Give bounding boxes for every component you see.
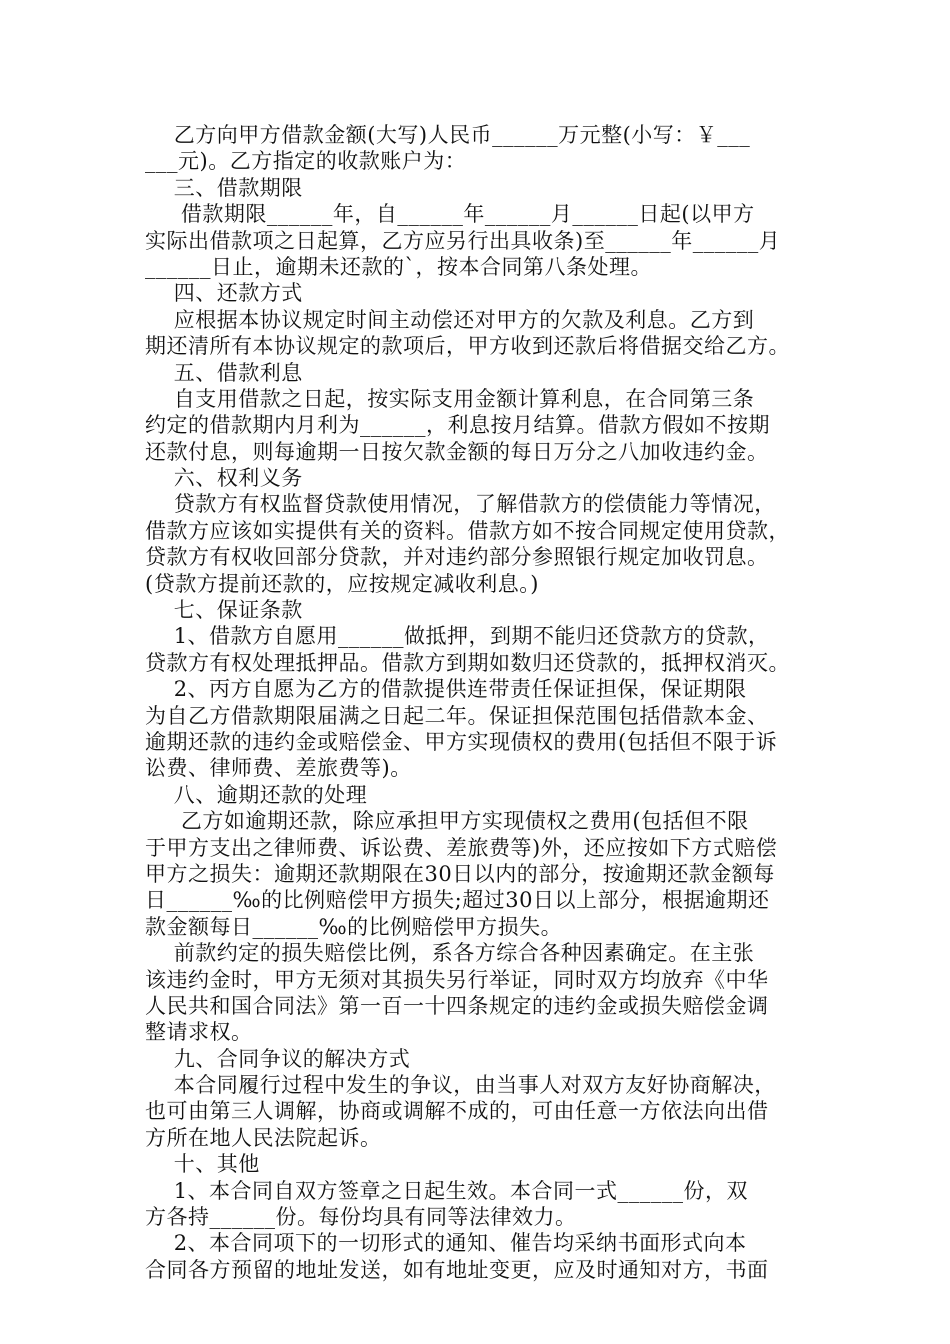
document-line: 五、借款利息 <box>145 360 303 385</box>
document-line: 逾期还款的违约金或赔偿金、甲方实现债权的费用(包括但不限于诉 <box>145 729 778 754</box>
document-line: 讼费、律师费、差旅费等)。 <box>145 756 412 781</box>
document-line: 方所在地人民法院起诉。 <box>145 1125 382 1150</box>
document-line: (贷款方提前还款的，应按规定减收利息。) <box>145 571 539 596</box>
document-line: 乙方如逾期还款，除应承担甲方实现债权之费用(包括但不限 <box>145 809 749 834</box>
document-line: 十、其他 <box>145 1152 260 1177</box>
document-line: 借款方应该如实提供有关的资料。借款方如不按合同规定使用贷款， <box>145 518 790 543</box>
document-line: ______日止，逾期未还款的`，按本合同第八条处理。 <box>145 254 652 279</box>
document-line: ___元)。乙方指定的收款账户为： <box>145 149 467 174</box>
document-line: 日______‰的比例赔偿甲方损失;超过30日以上部分，根据逾期还 <box>145 888 770 913</box>
document-line: 方各持______份。每份均具有同等法律效力。 <box>145 1205 577 1230</box>
document-line: 贷款方有权处理抵押品。借款方到期如数归还贷款的，抵押权消灭。 <box>145 650 790 675</box>
document-line: 2、本合同项下的一切形式的通知、催告均采纳书面形式向本 <box>145 1231 747 1256</box>
document-line: 甲方之损失：逾期还款期限在30日以内的部分，按逾期还款金额每 <box>145 861 775 886</box>
document-line: 人民共和国合同法》第一百一十四条规定的违约金或损失赔偿金调 <box>145 993 769 1018</box>
document-line: 本合同履行过程中发生的争议，由当事人对双方友好协商解决， <box>145 1073 776 1098</box>
document-line: 贷款方有权监督贷款使用情况，了解借款方的偿债能力等情况， <box>145 492 776 517</box>
document-line: 于甲方支出之律师费、诉讼费、差旅费等)外，还应按如下方式赔偿 <box>145 835 778 860</box>
document-line: 乙方向甲方借款金额(大写)人民币______万元整(小写：￥___ <box>145 123 751 147</box>
document-line: 自支用借款之日起，按实际支用金额计算利息，在合同第三条 <box>145 386 755 411</box>
document-line: 约定的借款期内月利为______，利息按月结算。借款方假如不按期 <box>145 413 770 438</box>
document-line: 应根据本协议规定时间主动偿还对甲方的欠款及利息。乙方到 <box>145 307 755 332</box>
document-line: 为自乙方借款期限届满之日起二年。保证担保范围包括借款本金、 <box>145 703 769 728</box>
document-line: 合同各方预留的地址发送，如有地址变更，应及时通知对方，书面 <box>145 1257 769 1282</box>
document-line: 三、借款期限 <box>145 175 303 200</box>
document-line: 八、逾期还款的处理 <box>145 782 368 807</box>
document-line: 期还清所有本协议规定的款项后，甲方收到还款后将借据交给乙方。 <box>145 334 790 359</box>
document-line: 前款约定的损失赔偿比例，系各方综合各种因素确定。在主张 <box>145 941 755 966</box>
document-line: 整请求权。 <box>145 1020 253 1045</box>
document-line: 1、借款方自愿用______做抵押，到期不能归还贷款方的贷款， <box>145 624 770 649</box>
contract-body <box>145 122 815 1283</box>
document-line: 四、还款方式 <box>145 281 303 306</box>
document-line: 也可由第三人调解，协商或调解不成的，可由任意一方依法向出借 <box>145 1099 769 1124</box>
document-line: 九、合同争议的解决方式 <box>145 1046 411 1071</box>
document-line: 1、本合同自双方签章之日起生效。本合同一式______份，双 <box>145 1178 749 1203</box>
document-line: 还款付息，则每逾期一日按欠款金额的每日万分之八加收违约金。 <box>145 439 769 464</box>
document-line: 实际出借款项之日起算，乙方应另行出具收条)至______年______月 <box>145 228 781 253</box>
document-line: 七、保证条款 <box>145 598 303 623</box>
document-line: 贷款方有权收回部分贷款，并对违约部分参照银行规定加收罚息。 <box>145 545 769 570</box>
document-line: 该违约金时，甲方无须对其损失另行举证，同时双方均放弃《中华 <box>145 967 769 992</box>
document-line: 2、丙方自愿为乙方的借款提供连带责任保证担保，保证期限 <box>145 677 747 702</box>
document-line: 款金额每日______‰的比例赔偿甲方损失。 <box>145 914 563 939</box>
document-line: 六、权利义务 <box>145 466 303 491</box>
document-line: 借款期限______年，自______年______月______日起(以甲方 <box>145 202 755 227</box>
